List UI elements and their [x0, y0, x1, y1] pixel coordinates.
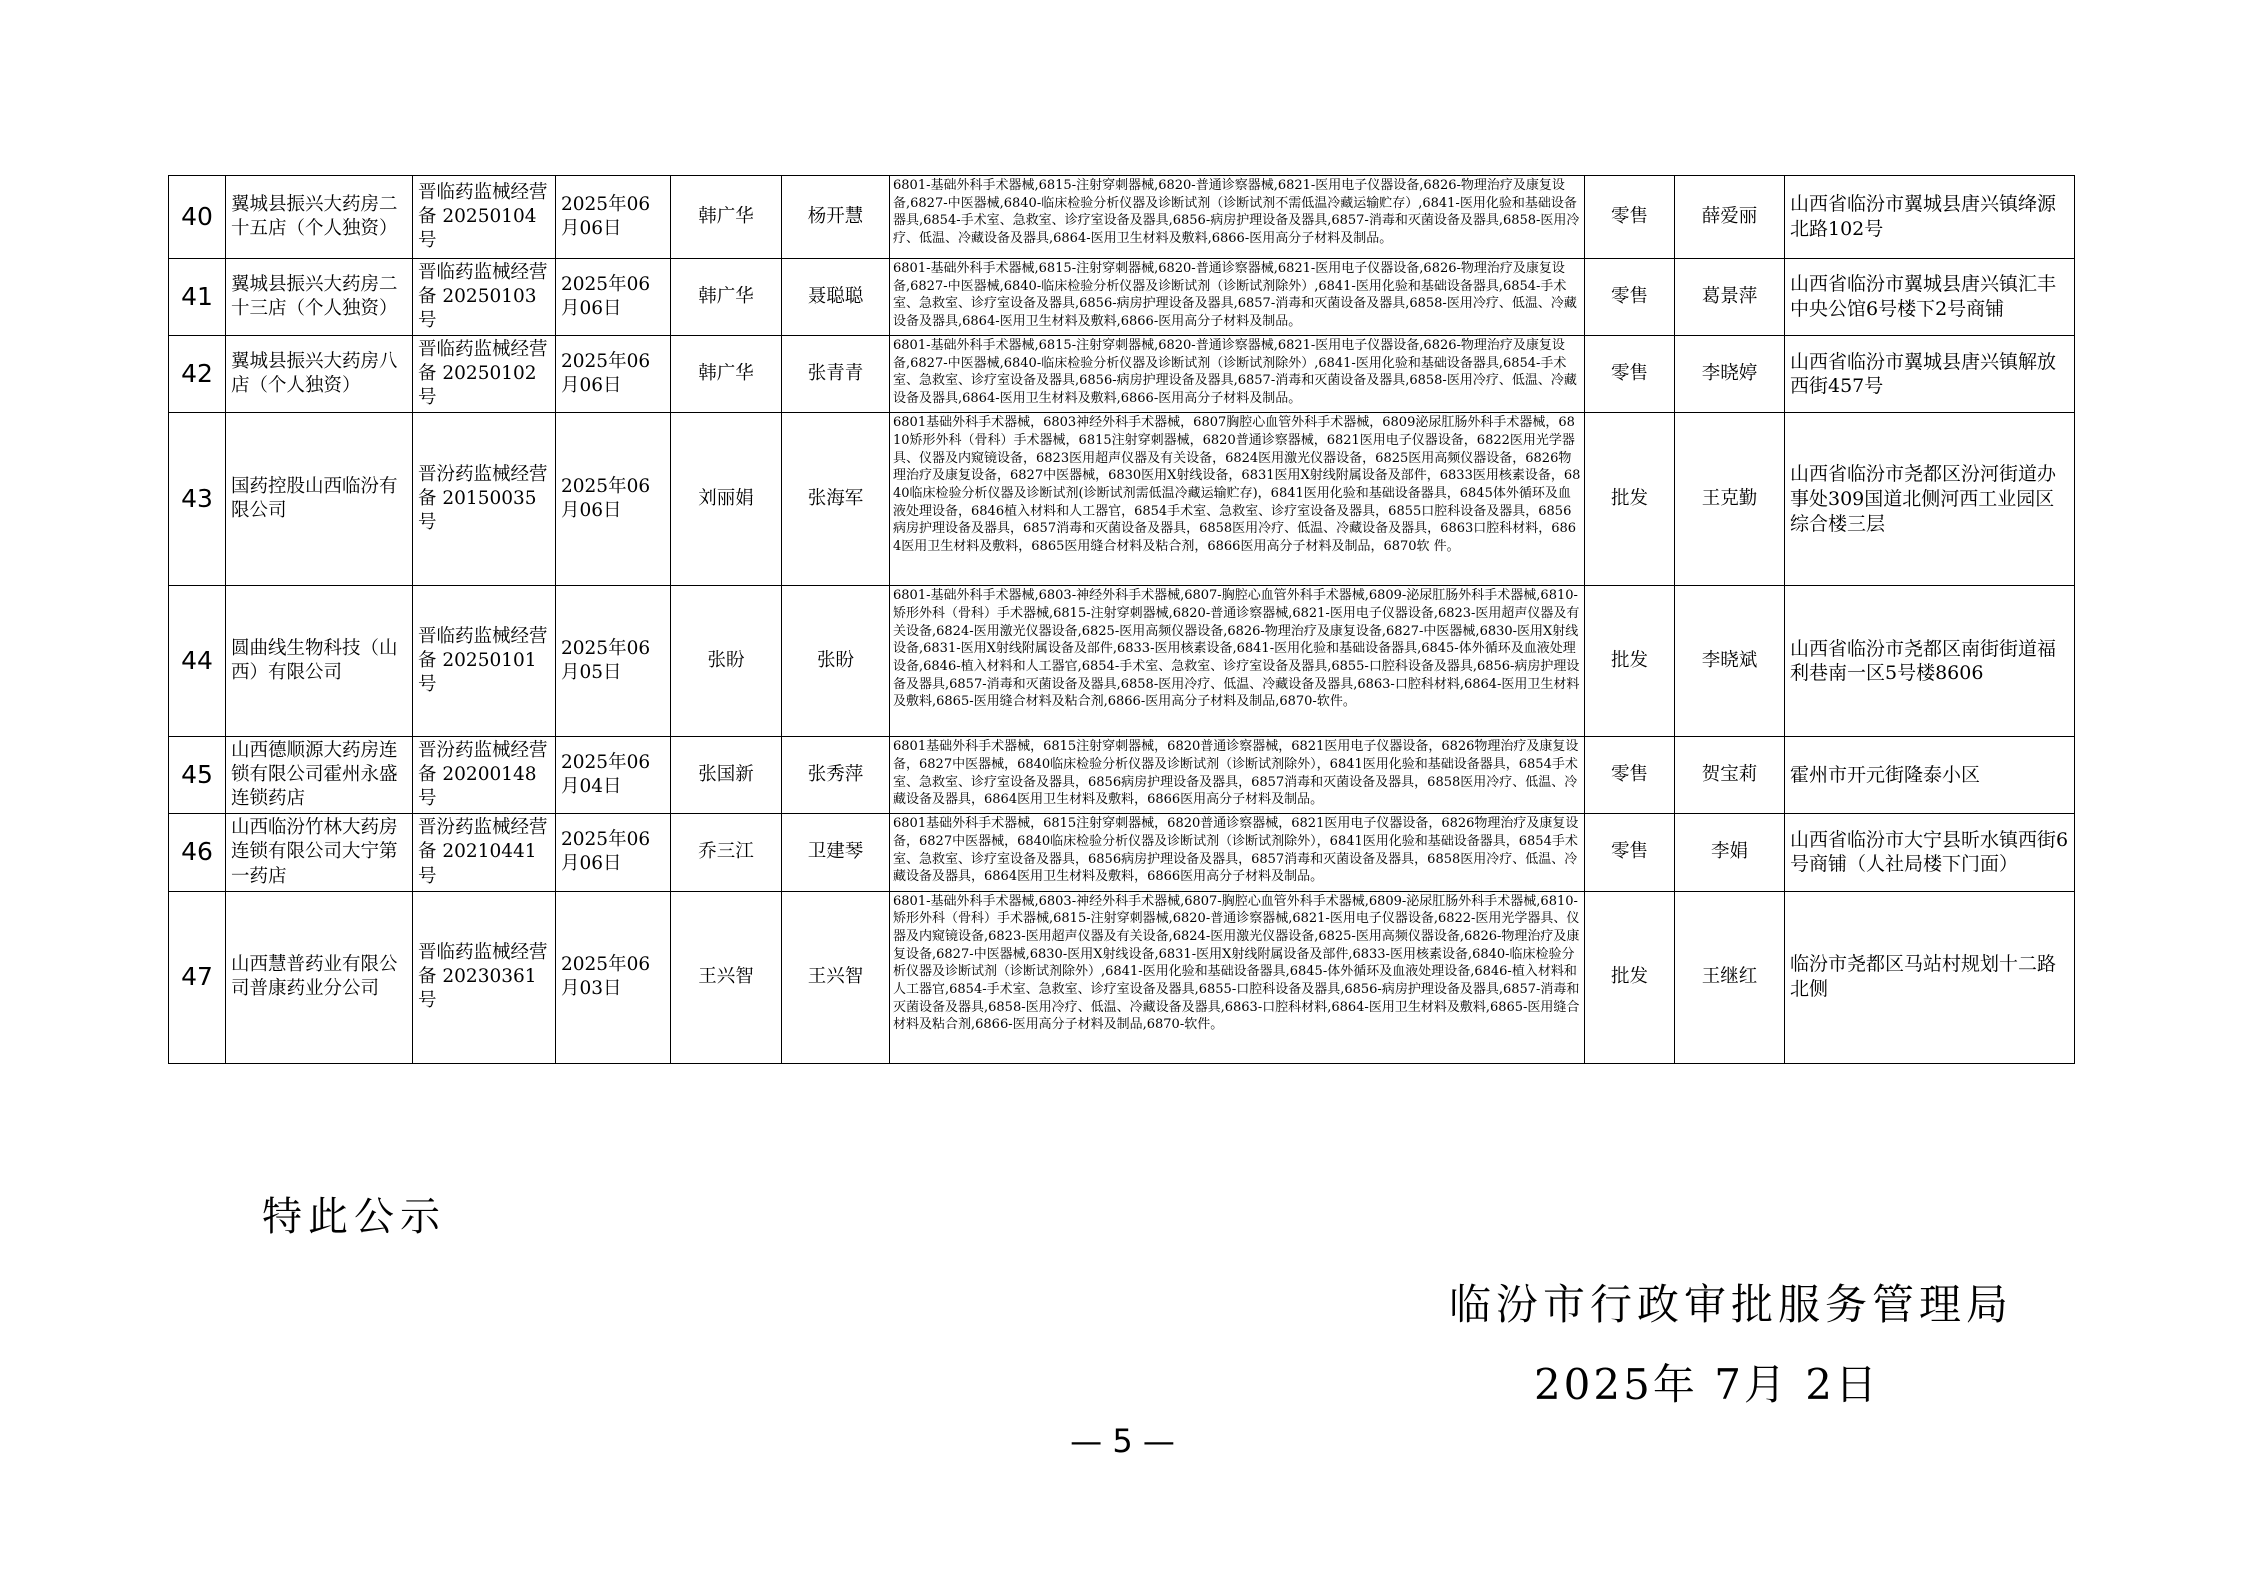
cell-address: 山西省临汾市大宁县昕水镇西街6号商铺（人社局楼下门面） [1785, 814, 2075, 891]
cell-company: 山西德顺源大药房连锁有限公司霍州永盛连锁药店 [226, 737, 413, 814]
cell-company: 国药控股山西临汾有限公司 [226, 413, 413, 586]
signature-date: 2025年 7月 2日 [1533, 1360, 1880, 1409]
cell-company: 山西临汾竹林大药房连锁有限公司大宁第一药店 [226, 814, 413, 891]
cell-mode: 批发 [1585, 586, 1675, 737]
records-body [169, 176, 2075, 1064]
cell-record-no: 晋汾药监械经营备 20210441号 [413, 814, 556, 891]
cell-address: 山西省临汾市翼城县唐兴镇解放西街457号 [1785, 336, 2075, 413]
cell-scope: 6801-基础外科手术器械,6815-注射穿刺器械,6820-普通诊察器械,6821-医用电子仪器设备,6826-物理治疗及康复设备,6827-中医器械,6840-临床检验分析仪器及诊断试剂（诊断试剂不需低温冷藏运输贮存）,6841-医用化验和基础设备器具,6854-手术室、急救室、诊疗室设备及器具,6856-病房护理设备及器具,6857-消毒和灭菌设备及器具,6858-医用冷疗、低温、冷藏设备及器具,6864-医用卫生材料及敷料,6866-医用高分子材料及制品。 [890, 176, 1585, 259]
cell-record-no: 晋临药监械经营备 20250103号 [413, 259, 556, 336]
table-row [169, 413, 2075, 586]
cell-principal: 聂聪聪 [782, 259, 890, 336]
cell-legal-rep: 韩广华 [671, 176, 782, 259]
cell-seq: 40 [169, 176, 226, 259]
cell-principal: 杨开慧 [782, 176, 890, 259]
cell-seq: 47 [169, 891, 226, 1063]
cell-date: 2025年06月06日 [556, 814, 671, 891]
table-row [169, 336, 2075, 413]
cell-mode: 批发 [1585, 891, 1675, 1063]
cell-principal: 卫建琴 [782, 814, 890, 891]
cell-scope: 6801-基础外科手术器械,6803-神经外科手术器械,6807-胸腔心血管外科手术器械,6809-泌尿肛肠外科手术器械,6810-矫形外科（骨科）手术器械,6815-注射穿刺器械,6820-普通诊察器械,6821-医用电子仪器设备,6823-医用超声仪器及有关设备,6824-医用激光仪器设备,6825-医用高频仪器设备,6826-物理治疗及康复设备,6827-中医器械,6830-医用X射线设备,6831-医用X射线附属设备及部件,6833-医用核素设备,6841-医用化验和基础设备器具,6845-体外循环及血液处理设备,6846-植入材料和人工器官,6854-手术室、急救室、诊疗室设备及器具,6855-口腔科设备及器具,6856-病房护理设备及器具,6857-消毒和灭菌设备及器具,6858-医用冷疗、低温、冷藏设备及器具,6863-口腔科材料,6864-医用卫生材料及敷料,6865-医用缝合材料及粘合剂,6866-医用高分子材料及制品,6870-软件。 [890, 586, 1585, 737]
cell-mode: 零售 [1585, 336, 1675, 413]
cell-scope: 6801-基础外科手术器械,6803-神经外科手术器械,6807-胸腔心血管外科手术器械,6809-泌尿肛肠外科手术器械,6810-矫形外科（骨科）手术器械,6815-注射穿刺器械,6820-普通诊察器械,6821-医用电子仪器设备,6822-医用光学器具、仪器及内窥镜设备,6823-医用超声仪器及有关设备,6824-医用激光仪器设备,6825-医用高频仪器设备,6826-物理治疗及康复设备,6827-中医器械,6830-医用X射线设备,6831-医用X射线附属设备及部件,6833-医用核素设备,6840-临床检验分析仪器及诊断试剂（诊断试剂除外）,6841-医用化验和基础设备器具,6845-体外循环及血液处理设备,6846-植入材料和人工器官,6854-手术室、急救室、诊疗室设备及器具,6855-口腔科设备及器具,6856-病房护理设备及器具,6857-消毒和灭菌设备及器具,6858-医用冷疗、低温、冷藏设备及器具,6863-口腔科材料,6864-医用卫生材料及敷料,6865-医用缝合材料及粘合剂,6866-医用高分子材料及制品,6870-软件。 [890, 891, 1585, 1063]
cell-date: 2025年06月06日 [556, 259, 671, 336]
cell-quality-manager: 李晓斌 [1675, 586, 1785, 737]
cell-quality-manager: 葛景萍 [1675, 259, 1785, 336]
cell-date: 2025年06月06日 [556, 176, 671, 259]
cell-scope: 6801-基础外科手术器械,6815-注射穿刺器械,6820-普通诊察器械,6821-医用电子仪器设备,6826-物理治疗及康复设备,6827-中医器械,6840-临床检验分析仪器及诊断试剂（诊断试剂除外）,6841-医用化验和基础设备器具,6854-手术室、急救室、诊疗室设备及器具,6856-病房护理设备及器具,6857-消毒和灭菌设备及器具,6858-医用冷疗、低温、冷藏设备及器具,6864-医用卫生材料及敷料,6866-医用高分子材料及制品。 [890, 259, 1585, 336]
cell-record-no: 晋临药监械经营备 20230361号 [413, 891, 556, 1063]
cell-legal-rep: 王兴智 [671, 891, 782, 1063]
cell-legal-rep: 韩广华 [671, 259, 782, 336]
cell-seq: 44 [169, 586, 226, 737]
cell-quality-manager: 王继红 [1675, 891, 1785, 1063]
cell-principal: 张秀萍 [782, 737, 890, 814]
cell-quality-manager: 薛爱丽 [1675, 176, 1785, 259]
cell-record-no: 晋临药监械经营备 20250101号 [413, 586, 556, 737]
cell-record-no: 晋汾药监械经营备 20200148号 [413, 737, 556, 814]
table-row [169, 814, 2075, 891]
cell-principal: 王兴智 [782, 891, 890, 1063]
cell-date: 2025年06月05日 [556, 586, 671, 737]
page-number: — 5 — [1070, 1422, 1175, 1460]
cell-seq: 43 [169, 413, 226, 586]
cell-principal: 张盼 [782, 586, 890, 737]
cell-mode: 批发 [1585, 413, 1675, 586]
cell-address: 山西省临汾市翼城县唐兴镇汇丰中央公馆6号楼下2号商铺 [1785, 259, 2075, 336]
cell-mode: 零售 [1585, 737, 1675, 814]
cell-seq: 42 [169, 336, 226, 413]
cell-mode: 零售 [1585, 814, 1675, 891]
cell-scope: 6801基础外科手术器械，6803神经外科手术器械，6807胸腔心血管外科手术器械，6809泌尿肛肠外科手术器械，6810矫形外科（骨科）手术器械，6815注射穿刺器械，6820普通诊察器械，6821医用电子仪器设备，6822医用光学器具、仪器及内窥镜设备，6823医用超声仪器及有关设备，6824医用激光仪器设备，6825医用高频仪器设备，6826物理治疗及康复设备，6827中医器械，6830医用X射线设备，6831医用X射线附属设备及部件，6833医用核素设备，6840临床检验分析仪器及诊断试剂(诊断试剂需低温冷藏运输贮存)，6841医用化验和基础设备器具，6845体外循环及血液处理设备，6846植入材料和人工器官，6854手术室、急救室、诊疗室设备及器具，6855口腔科设备及器具，6856病房护理设备及器具，6857消毒和灭菌设备及器具，6858医用冷疗、低温、冷藏设备及器具，6863口腔科材料，6864医用卫生材料及敷料，6865医用缝合材料及粘合剂，6866医用高分子材料及制品，6870软 件。 [890, 413, 1585, 586]
cell-company: 山西慧普药业有限公司普康药业分公司 [226, 891, 413, 1063]
records-table [168, 175, 2075, 1064]
cell-legal-rep: 韩广华 [671, 336, 782, 413]
table-row [169, 176, 2075, 259]
cell-record-no: 晋临药监械经营备 20250102号 [413, 336, 556, 413]
cell-address: 山西省临汾市尧都区南街街道福利巷南一区5号楼8606 [1785, 586, 2075, 737]
cell-principal: 张海军 [782, 413, 890, 586]
cell-mode: 零售 [1585, 259, 1675, 336]
cell-address: 霍州市开元街隆泰小区 [1785, 737, 2075, 814]
cell-seq: 41 [169, 259, 226, 336]
cell-scope: 6801-基础外科手术器械,6815-注射穿刺器械,6820-普通诊察器械,6821-医用电子仪器设备,6826-物理治疗及康复设备,6827-中医器械,6840-临床检验分析仪器及诊断试剂（诊断试剂除外）,6841-医用化验和基础设备器具,6854-手术室、急救室、诊疗室设备及器具,6856-病房护理设备及器具,6857-消毒和灭菌设备及器具,6858-医用冷疗、低温、冷藏设备及器具,6864-医用卫生材料及敷料,6866-医用高分子材料及制品。 [890, 336, 1585, 413]
cell-company: 圆曲线生物科技（山西）有限公司 [226, 586, 413, 737]
cell-date: 2025年06月03日 [556, 891, 671, 1063]
cell-scope: 6801基础外科手术器械，6815注射穿刺器械，6820普通诊察器械，6821医用电子仪器设备，6826物理治疗及康复设备，6827中医器械，6840临床检验分析仪器及诊断试剂（诊断试剂除外），6841医用化验和基础设备器具，6854手术室、急救室、诊疗室设备及器具，6856病房护理设备及器具，6857消毒和灭菌设备及器具，6858医用冷疗、低温、冷藏设备及器具，6864医用卫生材料及敷料，6866医用高分子材料及制品。 [890, 814, 1585, 891]
cell-address: 临汾市尧都区马站村规划十二路北侧 [1785, 891, 2075, 1063]
cell-address: 山西省临汾市尧都区汾河街道办事处309国道北侧河西工业园区综合楼三层 [1785, 413, 2075, 586]
cell-principal: 张青青 [782, 336, 890, 413]
cell-date: 2025年06月06日 [556, 413, 671, 586]
table-row [169, 737, 2075, 814]
cell-company: 翼城县振兴大药房八店（个人独资） [226, 336, 413, 413]
cell-quality-manager: 贺宝莉 [1675, 737, 1785, 814]
table-row [169, 586, 2075, 737]
cell-mode: 零售 [1585, 176, 1675, 259]
cell-record-no: 晋汾药监械经营备 20150035号 [413, 413, 556, 586]
cell-quality-manager: 李娟 [1675, 814, 1785, 891]
cell-seq: 45 [169, 737, 226, 814]
cell-record-no: 晋临药监械经营备 20250104号 [413, 176, 556, 259]
cell-legal-rep: 张国新 [671, 737, 782, 814]
cell-legal-rep: 乔三江 [671, 814, 782, 891]
table-row [169, 259, 2075, 336]
cell-quality-manager: 王克勤 [1675, 413, 1785, 586]
table-row [169, 891, 2075, 1063]
cell-date: 2025年06月06日 [556, 336, 671, 413]
cell-date: 2025年06月04日 [556, 737, 671, 814]
issuing-authority: 临汾市行政审批服务管理局 [1448, 1280, 2013, 1329]
cell-company: 翼城县振兴大药房二十三店（个人独资） [226, 259, 413, 336]
cell-company: 翼城县振兴大药房二十五店（个人独资） [226, 176, 413, 259]
cell-quality-manager: 李晓婷 [1675, 336, 1785, 413]
cell-address: 山西省临汾市翼城县唐兴镇绛源北路102号 [1785, 176, 2075, 259]
cell-legal-rep: 张盼 [671, 586, 782, 737]
cell-legal-rep: 刘丽娟 [671, 413, 782, 586]
closing-statement: 特此公示 [262, 1194, 446, 1240]
cell-scope: 6801基础外科手术器械，6815注射穿刺器械，6820普通诊察器械，6821医用电子仪器设备，6826物理治疗及康复设备，6827中医器械，6840临床检验分析仪器及诊断试剂（诊断试剂除外），6841医用化验和基础设备器具，6854手术室、急救室、诊疗室设备及器具，6856病房护理设备及器具，6857消毒和灭菌设备及器具，6858医用冷疗、低温、冷藏设备及器具，6864医用卫生材料及敷料，6866医用高分子材料及制品。 [890, 737, 1585, 814]
cell-seq: 46 [169, 814, 226, 891]
